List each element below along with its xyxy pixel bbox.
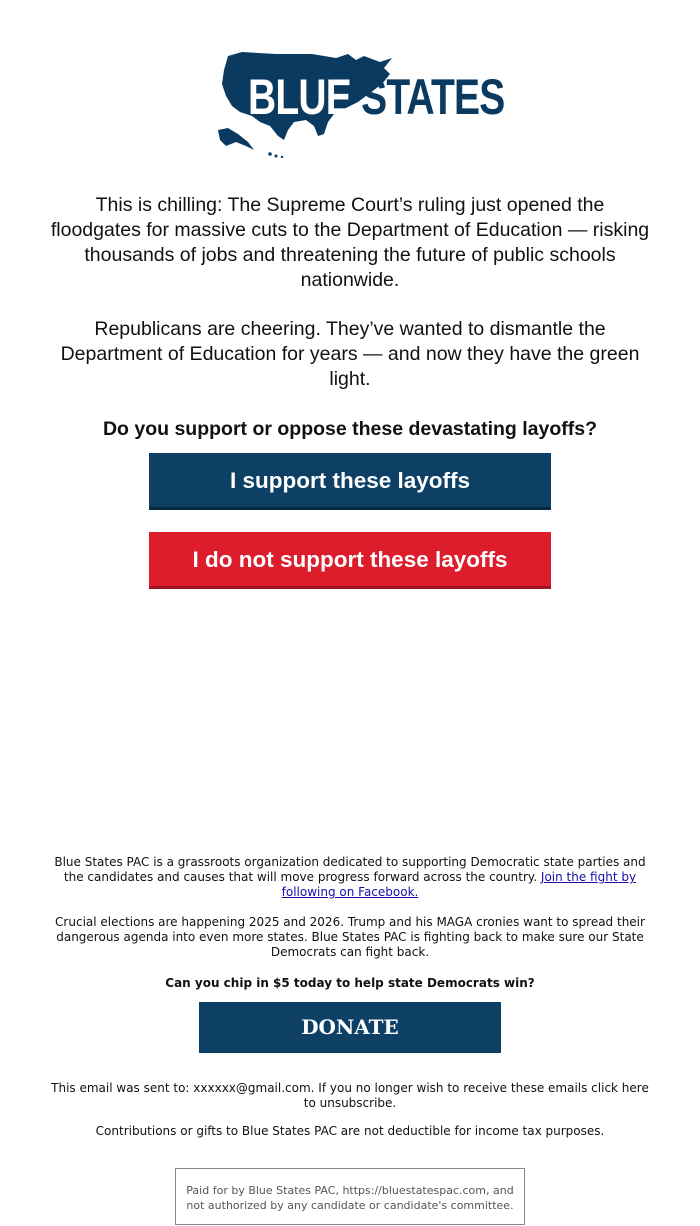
tax-note-text: Contributions or gifts to Blue States PAC are not deductible for income tax purposes. bbox=[95, 1124, 605, 1138]
about-paragraph bbox=[50, 855, 650, 900]
oppose-layoffs-button[interactable]: I do not support these layoffs bbox=[149, 532, 551, 589]
donate-button[interactable]: DONATE bbox=[199, 1002, 501, 1053]
intro-paragraph-2: Republicans are cheering. They’ve wanted to dismantle the Department of Education for years — and now they have the green light. bbox=[60, 318, 640, 390]
support-layoffs-button[interactable]: I support these layoffs bbox=[149, 453, 551, 510]
intro-paragraph-1: This is chilling: The Supreme Court’s ruling just opened the floodgates for massive cuts to the Department of Education — risking thousands of jobs and threatening the future of public schools nationwide. bbox=[50, 194, 650, 291]
facebook-link[interactable]: Join the fight by following on Facebook. bbox=[281, 870, 637, 899]
logo-wordmark bbox=[248, 68, 504, 126]
logo-word-blue: BLUE bbox=[248, 69, 352, 125]
logo-word-states: STATES bbox=[361, 69, 505, 125]
blue-states-logo bbox=[214, 50, 505, 158]
elections-paragraph: Crucial elections are happening 2025 and 2026. Trump and his MAGA cronies want to spread their dangerous agenda into even more states. Blue States PAC is fighting back to make sure our State Democrats can fight back. bbox=[55, 915, 645, 959]
about-text: Blue States PAC is a grassroots organization dedicated to supporting Democratic state parties and the candidates and causes that will move progress forward across the country. bbox=[54, 855, 646, 884]
sent-to-text: This email was sent to: xxxxxx@gmail.com. If you no longer wish to receive these emails click here to unsubscribe. bbox=[51, 1081, 649, 1110]
poll-question: Do you support or oppose these devastating layoffs? bbox=[102, 418, 598, 440]
paid-for-disclaimer: Paid for by Blue States PAC, https://bluestatespac.com, and not authorized by any candidate or candidate's committee. bbox=[175, 1168, 525, 1225]
chip-in-text: Can you chip in $5 today to help state Democrats win? bbox=[165, 976, 535, 990]
